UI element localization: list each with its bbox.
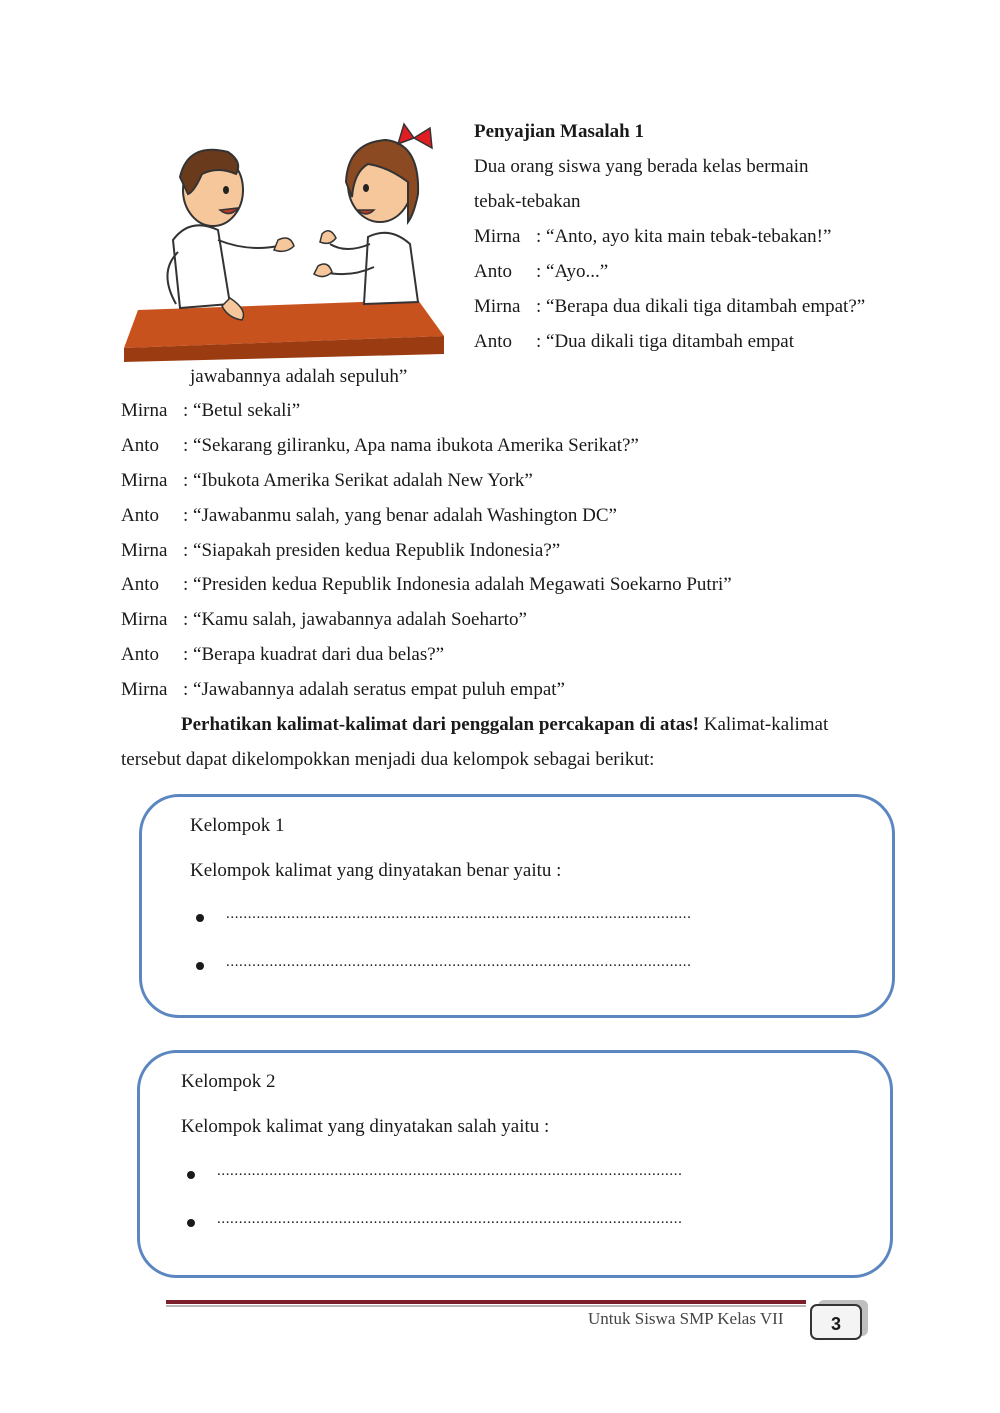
instruction-line2: tersebut dapat dikelompokkan menjadi dua kelompok sebagai berikut: (121, 749, 655, 770)
speaker-name: Anto (121, 644, 159, 665)
footer-rule-shadow (166, 1305, 806, 1307)
problem-intro-line1: Dua orang siswa yang berada kelas bermain (474, 156, 809, 177)
group1-description: Kelompok kalimat yang dinyatakan benar yaitu : (190, 860, 562, 881)
dialogue-line (121, 434, 639, 458)
dialogue-line (121, 504, 617, 528)
page-number: 3 (810, 1304, 862, 1340)
speaker-name: Mirna (474, 226, 521, 247)
group1-answer-blank-1[interactable]: ........................................................................................................... (226, 906, 692, 922)
speaker-name: Anto (121, 574, 159, 595)
students-illustration (118, 122, 448, 362)
footer-text: Untuk Siswa SMP Kelas VII (588, 1309, 784, 1328)
dialogue-line (121, 399, 300, 423)
dialogue-line (121, 573, 732, 597)
group2-answer-blank-1[interactable]: ........................................................................................................... (217, 1163, 683, 1179)
group1-title: Kelompok 1 (190, 815, 285, 836)
instruction-line1 (181, 713, 828, 737)
dialogue-text: : “Presiden kedua Republik Indonesia adalah Megawati Soekarno Putri” (183, 574, 732, 595)
dialogue-text: : “Jawabanmu salah, yang benar adalah Washington DC” (183, 505, 617, 526)
dialogue-text: : “Ayo...” (536, 261, 609, 282)
instruction-bold: Perhatikan kalimat-kalimat dari penggalan percakapan di atas! (181, 714, 699, 735)
group2-title: Kelompok 2 (181, 1071, 276, 1092)
dialogue-line (121, 469, 533, 493)
dialogue-line (121, 643, 444, 667)
dialogue-text: : “Berapa kuadrat dari dua belas?” (183, 644, 445, 665)
problem-intro-line2: tebak-tebakan (474, 191, 581, 212)
group2-description: Kelompok kalimat yang dinyatakan salah yaitu : (181, 1116, 550, 1137)
dialogue-text: : “Ibukota Amerika Serikat adalah New York” (183, 470, 533, 491)
dialogue-text: : “Betul sekali” (183, 400, 301, 421)
dialogue-text: : “Jawabannya adalah seratus empat puluh empat” (183, 679, 565, 700)
group1-answer-blank-2[interactable]: ........................................................................................................... (226, 954, 692, 970)
speaker-name: Anto (121, 435, 159, 456)
dialogue-line (474, 330, 794, 354)
dialogue-line (474, 260, 608, 284)
dialogue-continuation: jawabannya adalah sepuluh” (190, 366, 408, 387)
dialogue-text: : “Berapa dua dikali tiga ditambah empat?” (536, 296, 866, 317)
group2-answer-blank-2[interactable]: ........................................................................................................... (217, 1211, 683, 1227)
dialogue-line (474, 225, 831, 249)
dialogue-text: : “Kamu salah, jawabannya adalah Soeharto” (183, 609, 527, 630)
bullet-icon (187, 1219, 195, 1227)
dialogue-text: : “Dua dikali tiga ditambah empat (536, 331, 795, 352)
speaker-name: Mirna (121, 679, 168, 700)
dialogue-text: : “Anto, ayo kita main tebak-tebakan!” (536, 226, 832, 247)
speaker-name: Mirna (121, 400, 168, 421)
bullet-icon (196, 914, 204, 922)
speaker-name: Mirna (121, 540, 168, 561)
speaker-name: Anto (474, 331, 512, 352)
footer-rule (166, 1300, 806, 1304)
dialogue-line (121, 678, 565, 702)
dialogue-line (474, 295, 865, 319)
bullet-icon (196, 962, 204, 970)
speaker-name: Anto (121, 505, 159, 526)
speaker-name: Mirna (474, 296, 521, 317)
instruction-rest: Kalimat-kalimat (698, 714, 829, 735)
dialogue-text: : “Sekarang giliranku, Apa nama ibukota Amerika Serikat?” (183, 435, 639, 456)
dialogue-text: : “Siapakah presiden kedua Republik Indonesia?” (183, 540, 561, 561)
speaker-name: Mirna (121, 470, 168, 491)
dialogue-line (121, 608, 527, 632)
speaker-name: Mirna (121, 609, 168, 630)
dialogue-line (121, 539, 560, 563)
problem-title: Penyajian Masalah 1 (474, 121, 644, 142)
bullet-icon (187, 1171, 195, 1179)
speaker-name: Anto (474, 261, 512, 282)
